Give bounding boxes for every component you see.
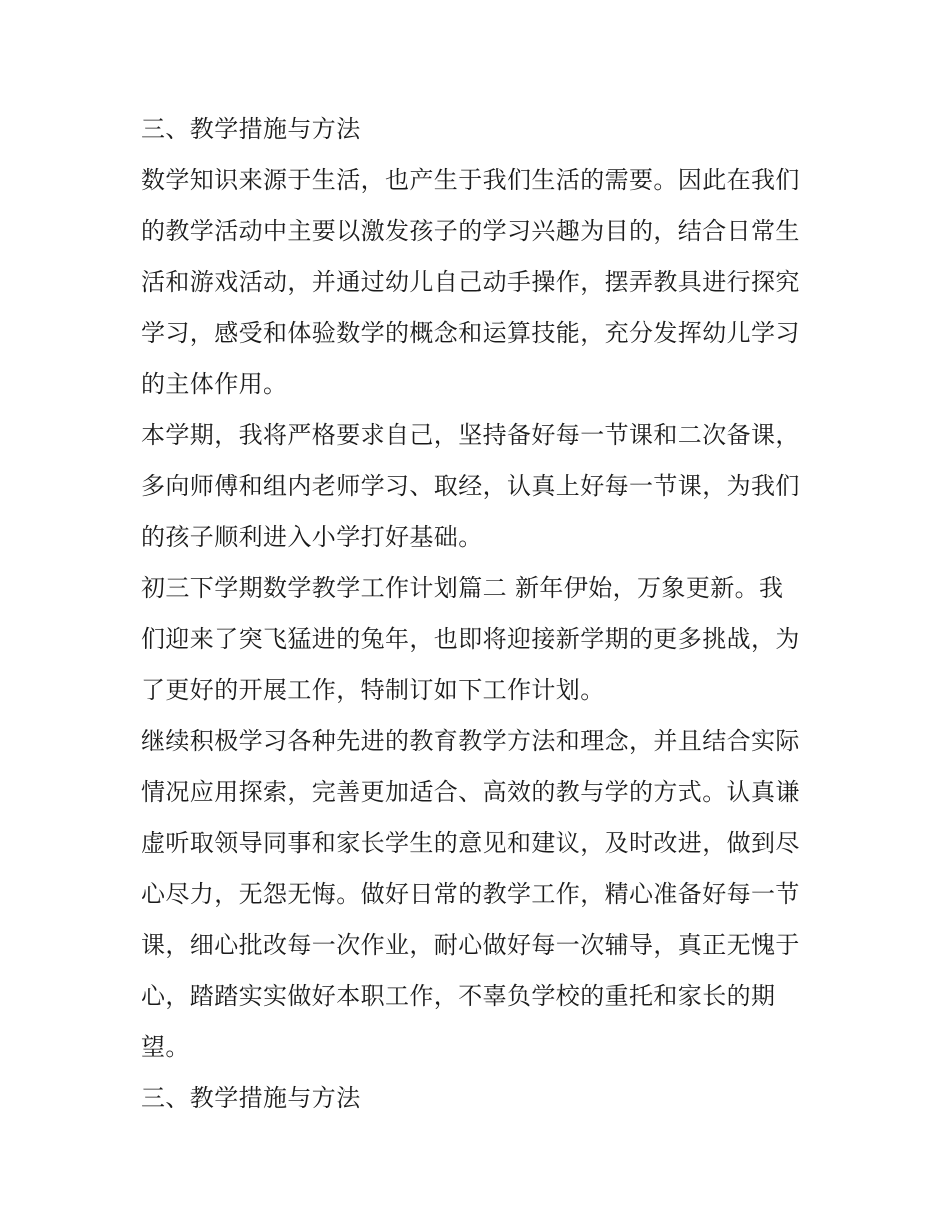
text-line: 的教学活动中主要以激发孩子的学习兴趣为目的，结合日常生 bbox=[141, 217, 800, 245]
text-line: 继续积极学习各种先进的教育教学方法和理念，并且结合实际 bbox=[141, 727, 800, 755]
text-line: 了更好的开展工作，特制订如下工作计划。 bbox=[141, 676, 605, 704]
section-heading: 三、教学措施与方法 bbox=[141, 1084, 361, 1112]
text-line: 本学期，我将严格要求自己，坚持备好每一节课和二次备课， bbox=[141, 421, 800, 449]
text-line: 活和游戏活动，并通过幼儿自己动手操作，摆弄教具进行探究 bbox=[141, 268, 800, 296]
text-line: 数学知识来源于生活，也产生于我们生活的需要。因此在我们 bbox=[141, 166, 800, 194]
text-line: 的主体作用。 bbox=[141, 370, 288, 398]
text-line: 学习，感受和体验数学的概念和运算技能，充分发挥幼儿学习 bbox=[141, 319, 800, 347]
text-line: 初三下学期数学教学工作计划篇二 新年伊始，万象更新。我 bbox=[141, 574, 784, 602]
text-line: 的孩子顺利进入小学打好基础。 bbox=[141, 523, 483, 551]
text-line: 课，细心批改每一次作业，耐心做好每一次辅导，真正无愧于 bbox=[141, 931, 800, 959]
text-line: 情况应用探索，完善更加适合、高效的教与学的方式。认真谦 bbox=[141, 778, 800, 806]
section-heading: 三、教学措施与方法 bbox=[141, 115, 361, 143]
text-line: 多向师傅和组内老师学习、取经，认真上好每一节课，为我们 bbox=[141, 472, 800, 500]
document-body bbox=[141, 104, 813, 1124]
text-line: 心尽力，无怨无悔。做好日常的教学工作，精心准备好每一节 bbox=[141, 880, 800, 908]
text-line: 望。 bbox=[141, 1033, 190, 1061]
text-line: 心，踏踏实实做好本职工作，不辜负学校的重托和家长的期 bbox=[141, 982, 776, 1010]
text-line: 虚听取领导同事和家长学生的意见和建议，及时改进，做到尽 bbox=[141, 829, 800, 857]
text-line: 们迎来了突飞猛进的兔年，也即将迎接新学期的更多挑战，为 bbox=[141, 625, 800, 653]
